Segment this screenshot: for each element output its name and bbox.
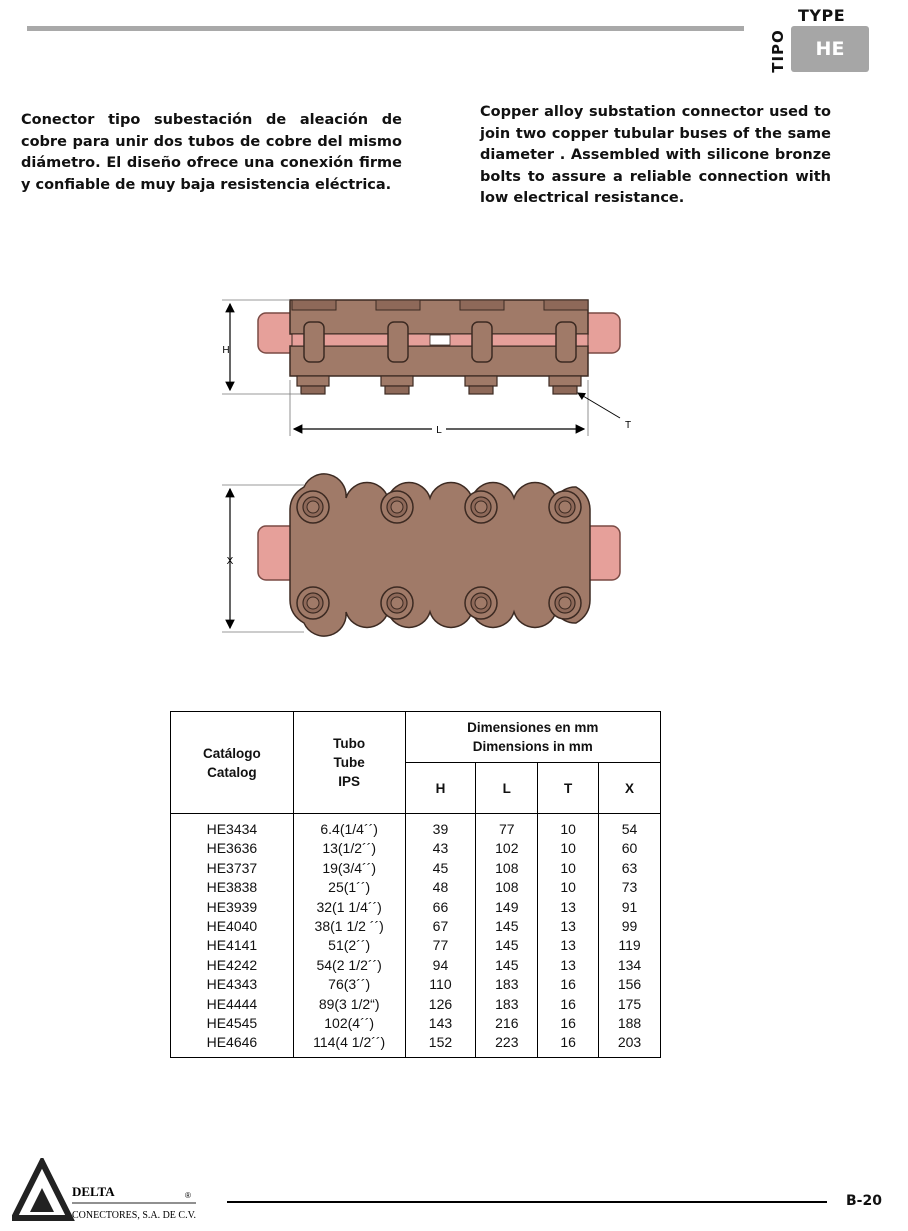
t-cell: 16 [538, 1014, 599, 1033]
table-row [171, 898, 661, 917]
catalog-cell: HE4646 [171, 1033, 294, 1057]
table-row [171, 956, 661, 975]
l-cell: 108 [476, 878, 538, 897]
l-cell: 183 [476, 995, 538, 1014]
l-cell: 145 [476, 917, 538, 936]
tube-cell: 114(4 1/2´´) [293, 1033, 405, 1057]
t-cell: 13 [538, 917, 599, 936]
h-cell: 77 [405, 936, 476, 955]
tube-cell: 13(1/2´´) [293, 839, 405, 858]
h-cell: 43 [405, 839, 476, 858]
l-cell: 216 [476, 1014, 538, 1033]
catalog-cell: HE4343 [171, 975, 294, 994]
catalog-cell: HE4545 [171, 1014, 294, 1033]
page-number: B-20 [846, 1193, 882, 1209]
tube-cell: 25(1´´) [293, 878, 405, 897]
logo-name: DELTA [72, 1184, 115, 1199]
t-cell: 13 [538, 956, 599, 975]
col-l-header: L [476, 763, 538, 814]
catalog-cell: HE4040 [171, 917, 294, 936]
table-row [171, 1014, 661, 1033]
dim-x-label: X [226, 556, 234, 567]
t-cell: 16 [538, 975, 599, 994]
h-cell: 110 [405, 975, 476, 994]
x-cell: 91 [599, 898, 661, 917]
h-cell: 143 [405, 1014, 476, 1033]
x-cell: 203 [599, 1033, 661, 1057]
l-cell: 183 [476, 975, 538, 994]
h-cell: 152 [405, 1033, 476, 1057]
dim-h-label: H [222, 345, 230, 356]
t-cell: 10 [538, 814, 599, 840]
dim-t-label: T [624, 420, 632, 431]
x-cell: 63 [599, 859, 661, 878]
logo-registered-mark: ® [185, 1191, 191, 1200]
table-row [171, 878, 661, 897]
h-cell: 66 [405, 898, 476, 917]
t-cell: 16 [538, 1033, 599, 1057]
description-english: Copper alloy substation connector used to join two copper tubular buses of the same diameter . Assembled with silicone bronze bolts to assure a reliable connection with low electrical resistance. [480, 104, 831, 206]
col-h-header: H [405, 763, 476, 814]
catalog-cell: HE4444 [171, 995, 294, 1014]
col-t-header: T [538, 763, 599, 814]
x-cell: 60 [599, 839, 661, 858]
catalog-cell: HE3838 [171, 878, 294, 897]
catalog-cell: HE3434 [171, 814, 294, 840]
h-cell: 94 [405, 956, 476, 975]
tipo-label: TIPO [769, 29, 787, 73]
dimensions-table [170, 711, 661, 1058]
description-spanish: Conector tipo subestación de aleación de cobre para unir dos tubos de cobre del mismo diámetro. El diseño ofrece una conexión firme y confiable de muy baja resistencia eléctrica. [21, 112, 402, 193]
catalog-cell: HE3939 [171, 898, 294, 917]
table-row [171, 814, 661, 840]
table-row [171, 917, 661, 936]
t-cell: 10 [538, 859, 599, 878]
tube-header: Tubo Tube IPS [293, 712, 405, 814]
table-row [171, 975, 661, 994]
col-x-header: X [599, 763, 661, 814]
tube-cell: 19(3/4´´) [293, 859, 405, 878]
bottom-rule [227, 1201, 827, 1203]
l-cell: 145 [476, 956, 538, 975]
tube-cell: 38(1 1/2 ´´) [293, 917, 405, 936]
side-view [222, 300, 631, 436]
tube-cell: 102(4´´) [293, 1014, 405, 1033]
l-cell: 145 [476, 936, 538, 955]
top-view [222, 474, 620, 636]
tube-cell: 51(2´´) [293, 936, 405, 955]
table-row [171, 859, 661, 878]
x-cell: 175 [599, 995, 661, 1014]
x-cell: 119 [599, 936, 661, 955]
catalog-cell: HE3737 [171, 859, 294, 878]
table-row [171, 995, 661, 1014]
type-badge: HE [791, 26, 869, 72]
h-cell: 126 [405, 995, 476, 1014]
x-cell: 54 [599, 814, 661, 840]
table-row [171, 1033, 661, 1057]
table-row [171, 936, 661, 955]
catalog-header: Catálogo Catalog [171, 712, 294, 814]
delta-logo [12, 1158, 202, 1224]
x-cell: 73 [599, 878, 661, 897]
t-cell: 13 [538, 936, 599, 955]
h-cell: 45 [405, 859, 476, 878]
l-cell: 102 [476, 839, 538, 858]
x-cell: 156 [599, 975, 661, 994]
x-cell: 188 [599, 1014, 661, 1033]
t-cell: 10 [538, 839, 599, 858]
tube-cell: 76(3´´) [293, 975, 405, 994]
x-cell: 134 [599, 956, 661, 975]
tube-cell: 54(2 1/2´´) [293, 956, 405, 975]
catalog-cell: HE4242 [171, 956, 294, 975]
tube-cell: 89(3 1/2“) [293, 995, 405, 1014]
l-cell: 223 [476, 1033, 538, 1057]
h-cell: 67 [405, 917, 476, 936]
top-rule [27, 26, 744, 31]
catalog-cell: HE4141 [171, 936, 294, 955]
dim-l-label: L [436, 425, 442, 436]
l-cell: 108 [476, 859, 538, 878]
h-cell: 48 [405, 878, 476, 897]
t-cell: 13 [538, 898, 599, 917]
catalog-cell: HE3636 [171, 839, 294, 858]
type-label: TYPE [798, 6, 846, 25]
l-cell: 77 [476, 814, 538, 840]
logo-company: CONECTORES, S.A. DE C.V. [72, 1209, 197, 1221]
l-cell: 149 [476, 898, 538, 917]
x-cell: 99 [599, 917, 661, 936]
tube-cell: 32(1 1/4´´) [293, 898, 405, 917]
dimensions-header: Dimensiones en mm Dimensions in mm [405, 712, 660, 763]
h-cell: 39 [405, 814, 476, 840]
connector-drawing [200, 290, 660, 650]
table-body [171, 814, 661, 1058]
table-row [171, 839, 661, 858]
t-cell: 16 [538, 995, 599, 1014]
tube-cell: 6.4(1/4´´) [293, 814, 405, 840]
t-cell: 10 [538, 878, 599, 897]
